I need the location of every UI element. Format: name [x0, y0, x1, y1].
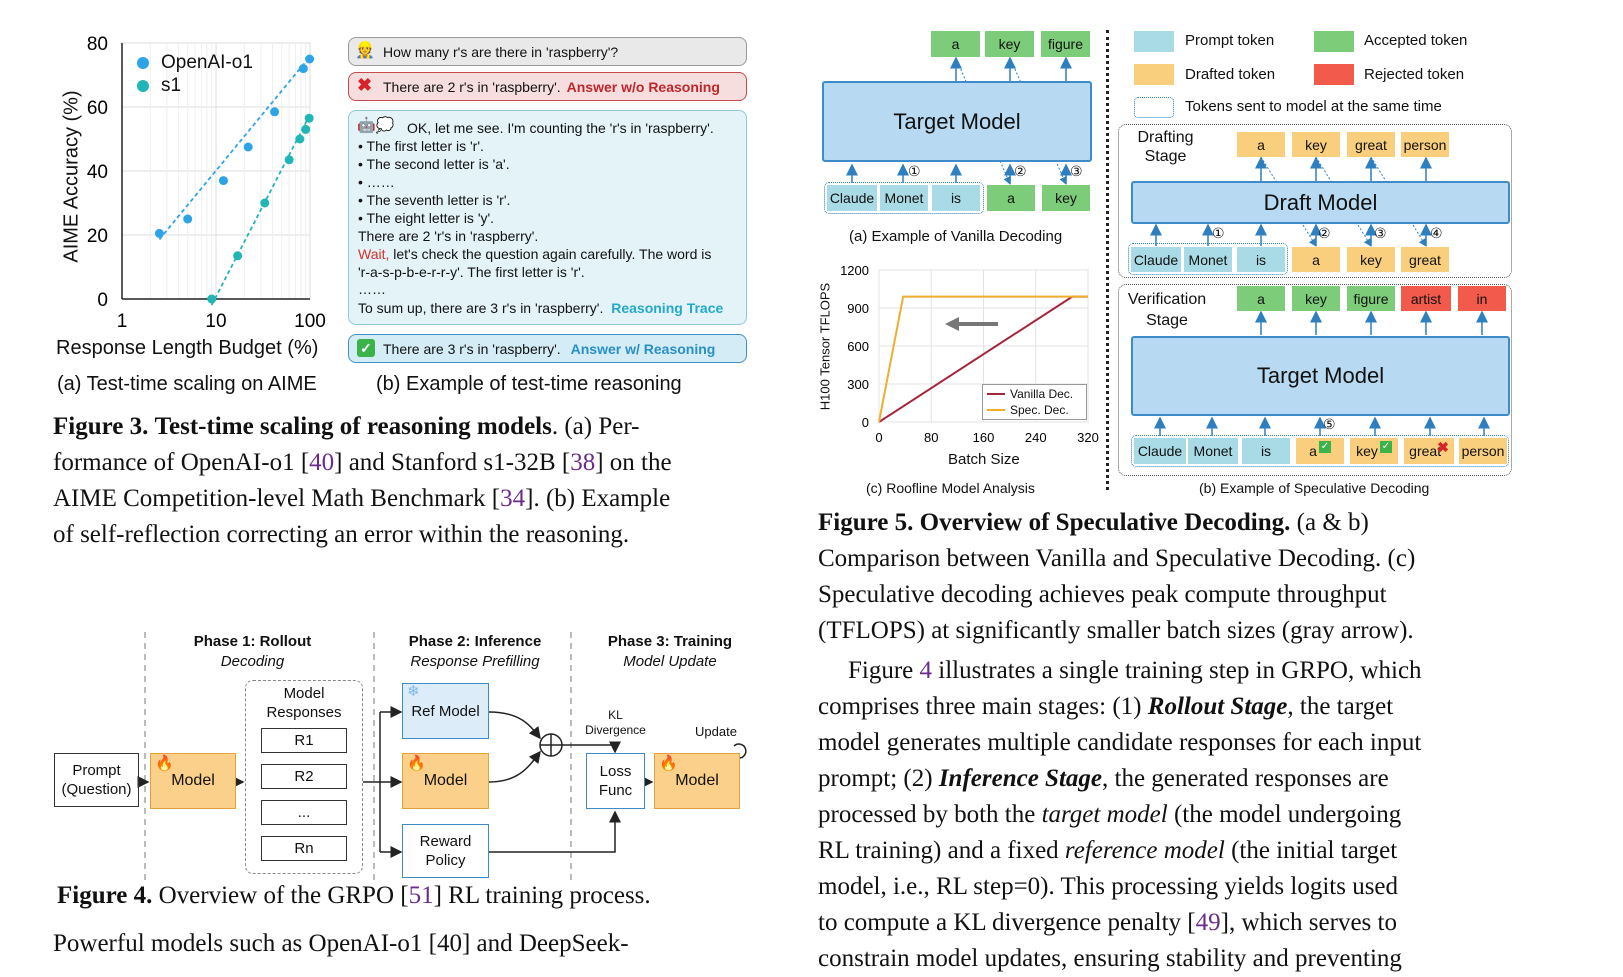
- fig5-caption-title: Overview of Speculative Decoding.: [919, 509, 1291, 536]
- reasoning-line-6: • The eight letter is 'y'.: [358, 210, 495, 226]
- fig3-caption-title: Test-time scaling of reasoning models: [154, 413, 552, 440]
- roofline-ylabel: H100 Tensor TFLOPS: [817, 282, 833, 411]
- verify-drafted-token: key ✓: [1350, 438, 1398, 464]
- legend-o1-label: OpenAI-o1: [161, 52, 253, 73]
- response-r2: R2: [261, 764, 347, 789]
- fire-icon: 🔥: [155, 755, 174, 772]
- y-tick-label: 20: [86, 226, 108, 247]
- vanilla-prompt-token: Monet: [880, 185, 928, 211]
- y-tick-label: 600: [847, 339, 869, 354]
- phase1-header: Phase 1: Rollout Decoding: [193, 633, 312, 670]
- draft-out-token: key: [1292, 132, 1340, 157]
- verify-prompt-token: Monet: [1188, 438, 1238, 464]
- phase3-header: Phase 3: Training Model Update: [607, 633, 733, 670]
- verification-stage-label: Verification Stage: [1127, 291, 1207, 329]
- x-tick-label: 80: [924, 430, 939, 445]
- reasoning-line-7: There are 2 'r's in 'raspberry'.: [358, 228, 539, 244]
- y-tick-label: 80: [86, 34, 108, 55]
- verify-drafted-token: a ✓: [1296, 438, 1344, 464]
- wait-rest: let's check the question again carefully. The word is: [393, 246, 712, 262]
- verify-drafted-token: person: [1459, 438, 1507, 464]
- response-rn: Rn: [261, 836, 347, 861]
- fig5-subcaption-b: (b) Example of Speculative Decoding: [1199, 480, 1430, 496]
- draft-out-token: person: [1401, 132, 1449, 157]
- rollout-model-box: 🔥 Model: [150, 753, 236, 809]
- vanilla-accepted-token: key: [1042, 185, 1090, 211]
- legend-rejected-label: Rejected token: [1364, 66, 1465, 83]
- x-tick-label: 0: [875, 430, 883, 445]
- fig3-subcaption-a: (a) Test-time scaling on AIME: [57, 373, 317, 395]
- marker-4: ④: [1430, 225, 1443, 241]
- draft-drafted-token: great: [1401, 247, 1449, 272]
- legend-drafted-label: Drafted token: [1185, 66, 1276, 83]
- roofline-xlabel: Batch Size: [948, 451, 1020, 468]
- responses-title: Model Responses: [266, 685, 342, 721]
- legend-prompt-swatch: [1134, 31, 1174, 52]
- fig5-subcaption-a: (a) Example of Vanilla Decoding: [849, 228, 1063, 245]
- gray-arrow: [945, 317, 998, 331]
- vanilla-target-model: Target Model: [822, 81, 1092, 162]
- verify-out-token-rejected: artist: [1401, 286, 1451, 311]
- inference-model-box: 🔥 Model: [402, 753, 489, 809]
- rejected-cross-icon: ✖: [1437, 438, 1449, 455]
- legend-same-time-label: Tokens sent to model at the same time: [1185, 98, 1442, 115]
- right-answer-text: There are 3 r's in 'raspberry'.: [383, 340, 561, 357]
- draft-out-token: great: [1347, 132, 1395, 157]
- y-tick-label: 300: [847, 377, 869, 392]
- draft-model-box: Draft Model: [1131, 181, 1510, 224]
- vanilla-out-token: a: [931, 31, 980, 57]
- draft-prompt-token: Monet: [1184, 247, 1232, 272]
- y-tick-label: 60: [86, 98, 108, 119]
- fig3-caption-label: Figure 3.: [53, 413, 149, 440]
- kl-label: KL Divergence: [585, 708, 646, 737]
- fire-icon: 🔥: [659, 755, 678, 772]
- cross-icon: ✖: [357, 75, 373, 95]
- y-tick-label: 0: [97, 290, 108, 311]
- user-icon: 👷: [355, 42, 375, 59]
- response-r1: R1: [261, 728, 347, 753]
- trace-tag: Reasoning Trace: [611, 300, 724, 316]
- fig3-xlabel: Response Length Budget (%): [56, 337, 319, 359]
- legend-drafted-swatch: [1134, 64, 1174, 85]
- update-label: Update: [695, 724, 737, 739]
- legend-s1-label: s1: [161, 75, 182, 96]
- fig3-ylabel: AIME Accuracy (%): [60, 90, 83, 263]
- fig3-subcaption-b: (b) Example of test-time reasoning: [376, 373, 682, 395]
- verify-prompt-token: Claude: [1134, 438, 1186, 464]
- roofline-chart: [815, 258, 1110, 478]
- accepted-check-icon: ✓: [1320, 441, 1330, 452]
- wait-word: Wait,: [358, 246, 390, 262]
- sum-up-text: To sum up, there are 3 r's in 'raspberry'.: [358, 300, 604, 316]
- fig5-caption-label: Figure 5.: [818, 509, 914, 536]
- response-ellipsis: ...: [261, 800, 347, 825]
- x-tick-label: 100: [294, 311, 326, 332]
- left-column-cutoff-text: Powerful models such as OpenAI-o1 [40] and DeepSeek-: [53, 930, 629, 957]
- check-icon: ✓: [357, 339, 375, 357]
- verify-out-token-rejected: in: [1458, 286, 1506, 311]
- right-answer-tag: Answer w/ Reasoning: [570, 340, 716, 357]
- fig5-caption: Figure 5. Overview of Speculative Decoding. (a & b) Comparison between Vanilla and Speculative Decoding. (c) Speculative decoding achieves peak compute throughput (TFLOPS) at significantly smaller batch sizes (gray arrow).: [818, 509, 1416, 644]
- reasoning-line-2: • The first letter is 'r'.: [358, 138, 484, 154]
- question-text: How many r's are there in 'raspberry'?: [383, 43, 619, 60]
- draft-drafted-token: a: [1292, 247, 1340, 272]
- verify-out-token: key: [1292, 286, 1340, 311]
- wrong-answer-tag: Answer w/o Reasoning: [566, 78, 720, 95]
- wrong-answer-text: There are 2 r's in 'raspberry'.: [383, 78, 561, 95]
- verify-out-token: a: [1237, 286, 1285, 311]
- training-model-box: 🔥 Model: [654, 753, 740, 809]
- grpo-paragraph: Figure 4 illustrates a single training step in GRPO, which comprises three main stages: (1) Rollout Stage, the target model generates multiple candidate responses for each input prompt; (2) Inference Stage, the generated responses are processed by both the target model (the model undergoing RL training) and a fixed reference model (the initial target model, i.e., RL step=0). This processing yields logits used to compute a KL divergence penalty [49], which serves to constrain model updates, ensuring stability and preventing: [818, 657, 1422, 972]
- legend-accepted-swatch: [1314, 31, 1354, 52]
- verify-out-token: figure: [1347, 286, 1395, 311]
- y-tick-label: 40: [86, 162, 108, 183]
- legend-rejected-swatch: [1314, 64, 1354, 85]
- marker-2: ②: [1318, 225, 1331, 241]
- legend-accepted-label: Accepted token: [1364, 32, 1468, 49]
- x-tick-label: 320: [1077, 430, 1099, 445]
- vanilla-prompt-token: Claude: [827, 185, 877, 211]
- reasoning-line-1: OK, let me see. I'm counting the 'r's in 'raspberry'.: [407, 120, 714, 136]
- reasoning-line-4: • ……: [358, 174, 395, 190]
- legend-same-time-swatch: [1134, 97, 1174, 118]
- marker-1: ①: [908, 163, 921, 179]
- reward-policy-box: Reward Policy: [402, 824, 489, 878]
- vanilla-out-token: key: [985, 31, 1034, 57]
- x-tick-label: 10: [205, 311, 227, 332]
- loss-func-box: Loss Func: [586, 753, 645, 809]
- x-tick-label: 1: [116, 311, 128, 332]
- roofline-legend: Vanilla Dec. Spec. Dec.: [982, 384, 1087, 420]
- fig3-caption: Figure 3. Test-time scaling of reasoning models. (a) Per- formance of OpenAI-o1 [40] and Stanford s1-32B [38] on the AIME Competition-level Math Benchmark [34]. (b) Example of self-reflection correcting an error within the reasoning.: [53, 413, 672, 548]
- verify-prompt-token: is: [1242, 438, 1290, 464]
- marker-3: ③: [1070, 163, 1083, 179]
- vanilla-prompt-token: is: [932, 185, 980, 211]
- reasoning-line-3: • The second letter is 'a'.: [358, 156, 510, 172]
- reasoning-line-10: ……: [358, 281, 386, 297]
- verify-target-model: Target Model: [1131, 336, 1510, 416]
- fig4-caption: Figure 4. Overview of the GRPO [51] RL training process.: [57, 882, 651, 909]
- ref-model-box: ❄ Ref Model: [402, 683, 489, 739]
- draft-drafted-token: key: [1347, 247, 1395, 272]
- draft-prompt-token: is: [1237, 247, 1285, 272]
- verify-drafted-token: great ✖: [1404, 438, 1454, 464]
- reasoning-line-9: 'r-a-s-p-b-e-r-r-y'. The first letter is 'r'.: [358, 264, 585, 280]
- robot-icon: 🤖💭: [357, 117, 395, 134]
- draft-out-token: a: [1237, 132, 1285, 157]
- draft-prompt-token: Claude: [1131, 247, 1181, 272]
- snowflake-icon: ❄: [407, 683, 420, 700]
- fire-icon: 🔥: [407, 755, 426, 772]
- prompt-box: Prompt (Question): [54, 753, 139, 807]
- x-tick-label: 240: [1024, 430, 1047, 445]
- marker-1: ①: [1212, 225, 1225, 241]
- marker-3: ③: [1374, 225, 1387, 241]
- x-tick-label: 160: [972, 430, 995, 445]
- marker-5: ⑤: [1323, 416, 1336, 432]
- drafting-stage-label: Drafting Stage: [1137, 129, 1194, 165]
- vanilla-accepted-token: a: [987, 185, 1035, 211]
- phase2-header: Phase 2: Inference Response Prefilling: [408, 633, 542, 670]
- reasoning-line-5: • The seventh letter is 'r'.: [358, 192, 511, 208]
- legend-prompt-label: Prompt token: [1185, 32, 1275, 49]
- y-tick-label: 0: [861, 415, 869, 430]
- y-tick-label: 900: [847, 301, 869, 316]
- y-tick-label: 1200: [840, 263, 869, 278]
- marker-2: ②: [1014, 163, 1027, 179]
- accepted-check-icon: ✓: [1381, 441, 1391, 452]
- vanilla-out-token: figure: [1041, 31, 1090, 57]
- fig5-subcaption-c: (c) Roofline Model Analysis: [866, 480, 1035, 496]
